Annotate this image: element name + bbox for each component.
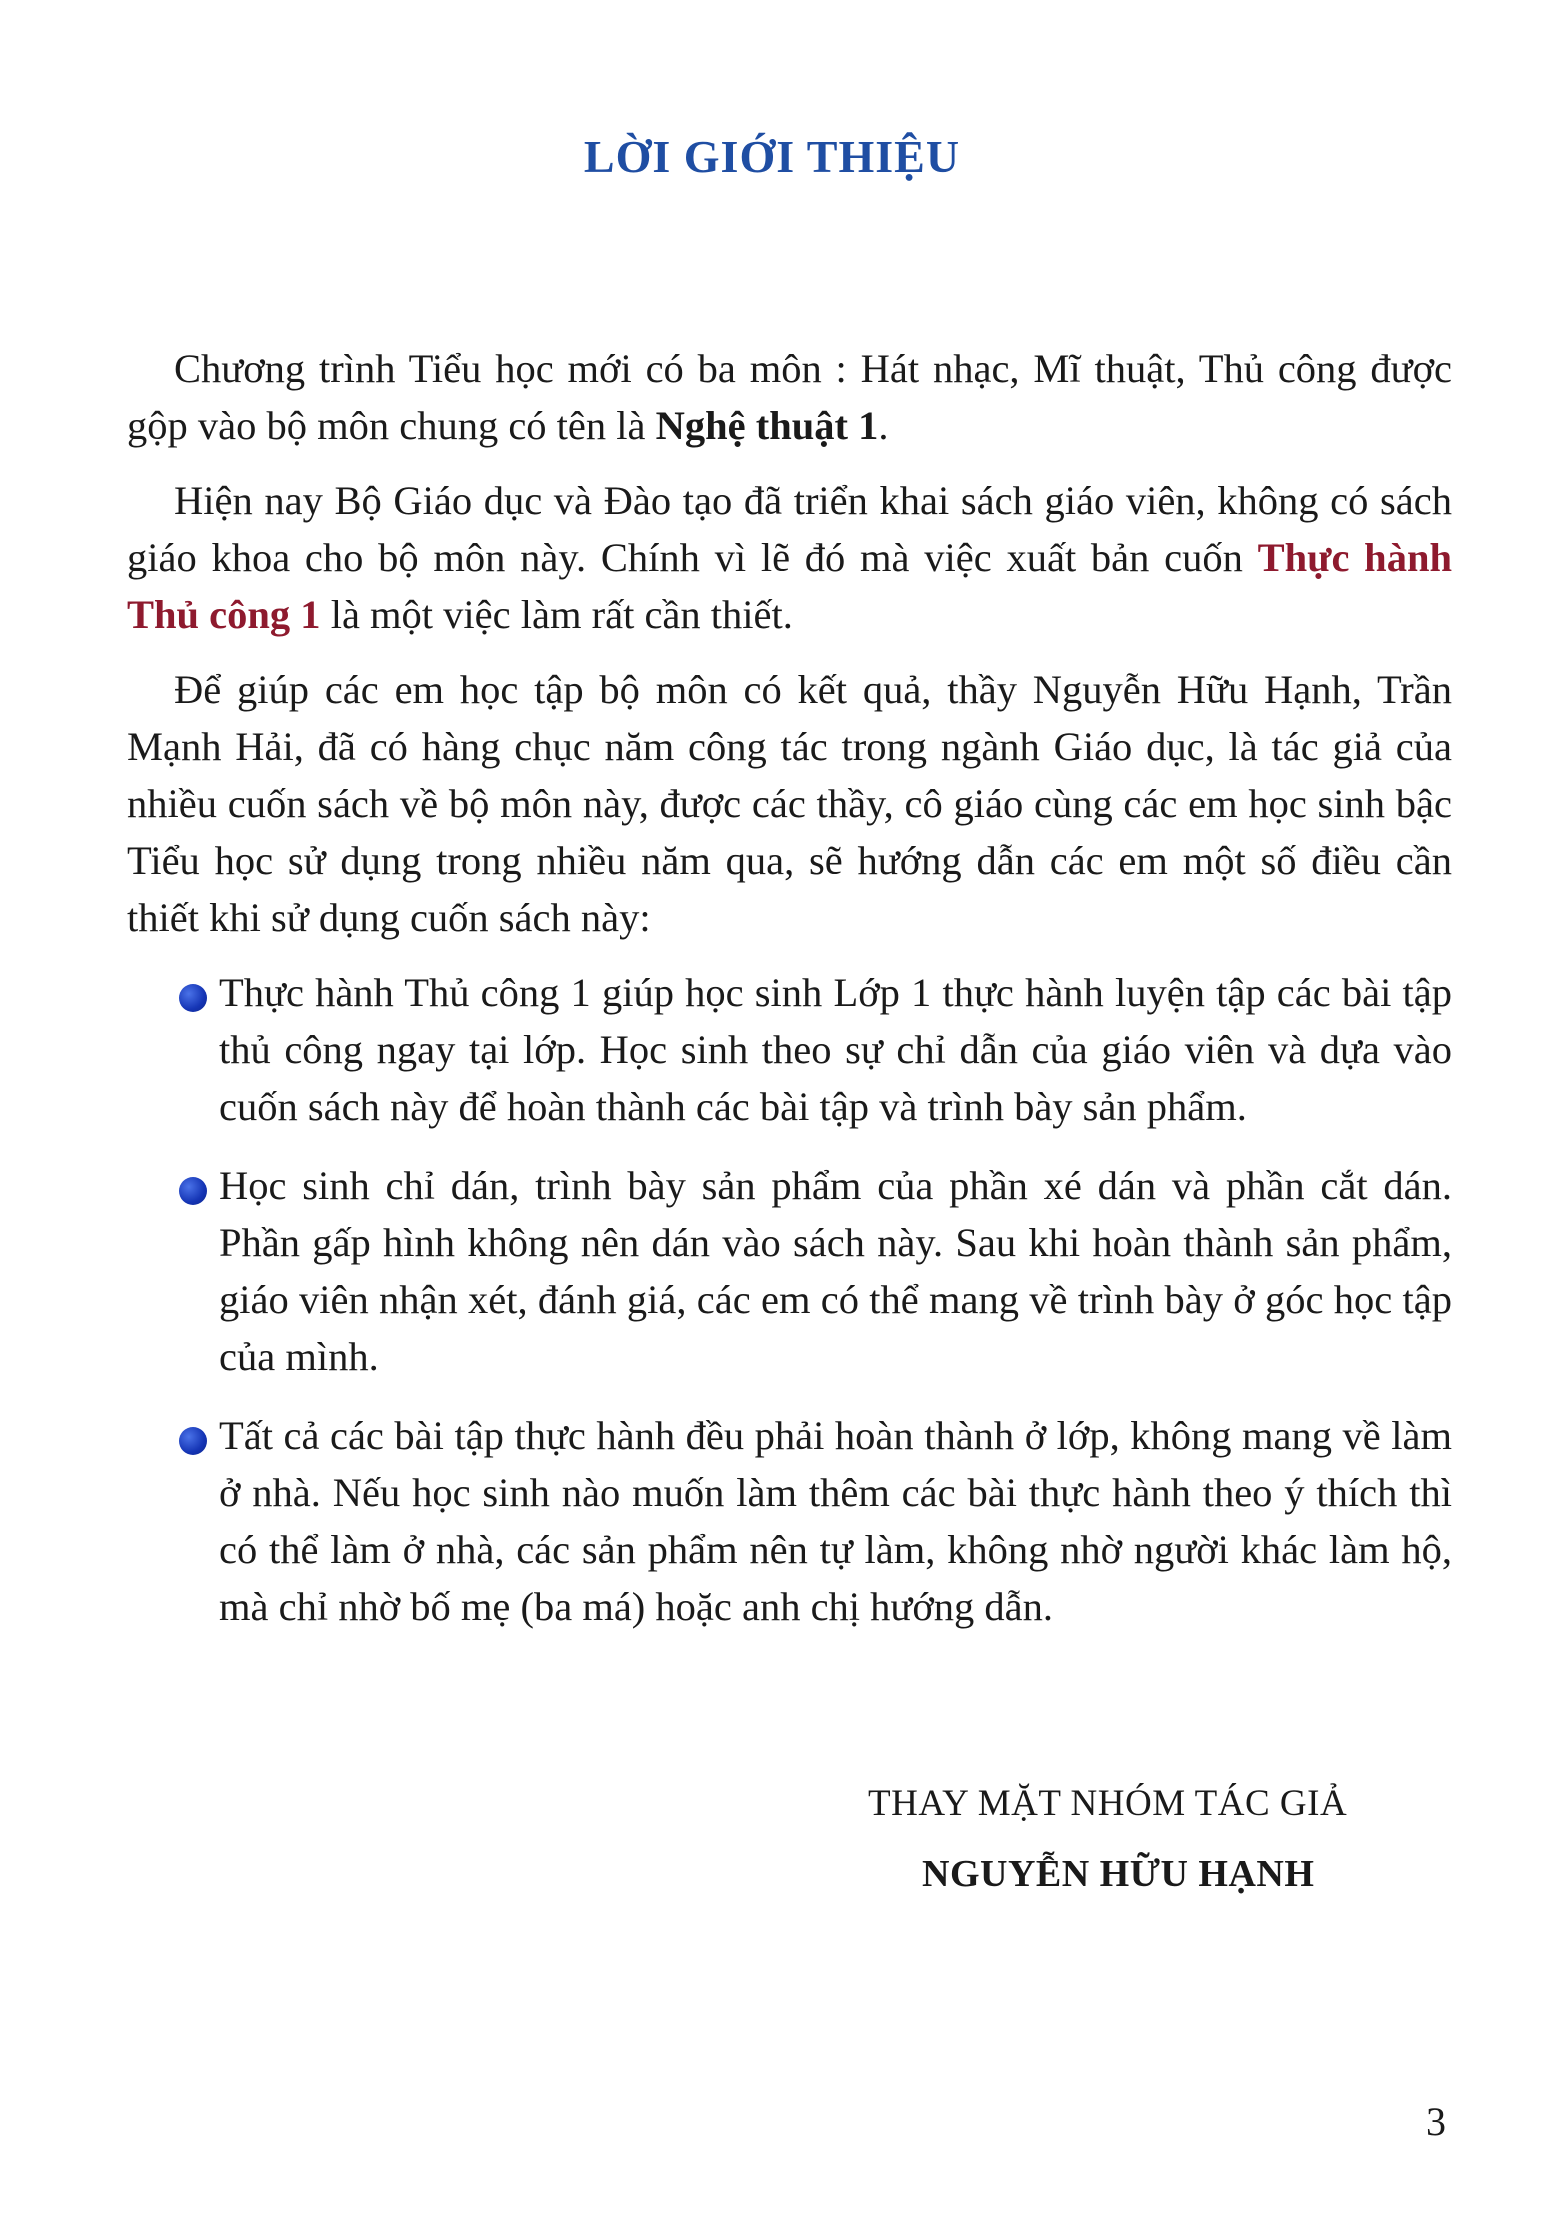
- paragraph-2-end: là một việc làm rất cần thiết.: [320, 592, 793, 637]
- page-title: LỜI GIỚI THIỆU: [583, 131, 961, 182]
- bullet-text-3: Tất cả các bài tập thực hành đều phải hoàn thành ở lớp, không mang về làm ở nhà. Nếu học sinh nào muốn làm thêm các bài thực hành theo ý thích thì có thể làm ở nhà, các sản phẩm nên tự làm, không nhờ người khác làm hộ, mà chỉ nhờ bố mẹ (ba má) hoặc anh chị hướng dẫn.: [219, 1413, 1452, 1629]
- body-text: [127, 340, 1452, 1657]
- bullet-dot-icon: [179, 1177, 207, 1205]
- paragraph-3: Để giúp các em học tập bộ môn có kết quả, thầy Nguyễn Hữu Hạnh, Trần Mạnh Hải, đã có hàng chục năm công tác trong ngành Giáo dục, là tác giả của nhiều cuốn sách về bộ môn này, được các thầy, cô giáo cùng các em học sinh bậc Tiểu học sử dụng trong nhiều năm qua, sẽ hướng dẫn các em một số điều cần thiết khi sử dụng cuốn sách này:: [127, 667, 1452, 940]
- bullet-text-2: Học sinh chỉ dán, trình bày sản phẩm của phần xé dán và phần cắt dán. Phần gấp hình không nên dán vào sách này. Sau khi hoàn thành sản phẩm, giáo viên nhận xét, đánh giá, các em có thể mang về trình bày ở góc học tập của mình.: [219, 1163, 1452, 1379]
- paragraph-1-text: Chương trình Tiểu học mới có ba môn : Hát nhạc, Mĩ thuật, Thủ công được gộp vào bộ môn chung có tên là: [127, 346, 1452, 448]
- bullet-item-1: [127, 964, 1452, 1135]
- subject-name: Nghệ thuật 1: [655, 403, 879, 448]
- signature-role: THAY MẶT NHÓM TÁC GIẢ: [868, 1783, 1348, 1824]
- bullet-dot-icon: [179, 1427, 207, 1455]
- signature-name: NGUYỄN HỮU HẠNH: [922, 1853, 1315, 1895]
- paragraph-1-end: .: [878, 403, 889, 448]
- book-title: Thực hành Thủ công 1: [127, 535, 1453, 637]
- bullet-dot-icon: [179, 984, 207, 1012]
- bullet-item-3: [127, 1407, 1452, 1635]
- page-number: 3: [1426, 2099, 1446, 2144]
- paragraph-2: [127, 472, 1452, 643]
- bullet-text-1: Thực hành Thủ công 1 giúp học sinh Lớp 1 thực hành luyện tập các bài tập thủ công ngay tại lớp. Học sinh theo sự chỉ dẫn của giáo viên và dựa vào cuốn sách này để hoàn thành các bài tập và trình bày sản phẩm.: [219, 970, 1452, 1129]
- bullet-item-2: [127, 1157, 1452, 1385]
- paragraph-2-text: Hiện nay Bộ Giáo dục và Đào tạo đã triển khai sách giáo viên, không có sách giáo khoa cho bộ môn này. Chính vì lẽ đó mà việc xuất bản cuốn: [127, 478, 1452, 580]
- paragraph-1: [127, 340, 1452, 454]
